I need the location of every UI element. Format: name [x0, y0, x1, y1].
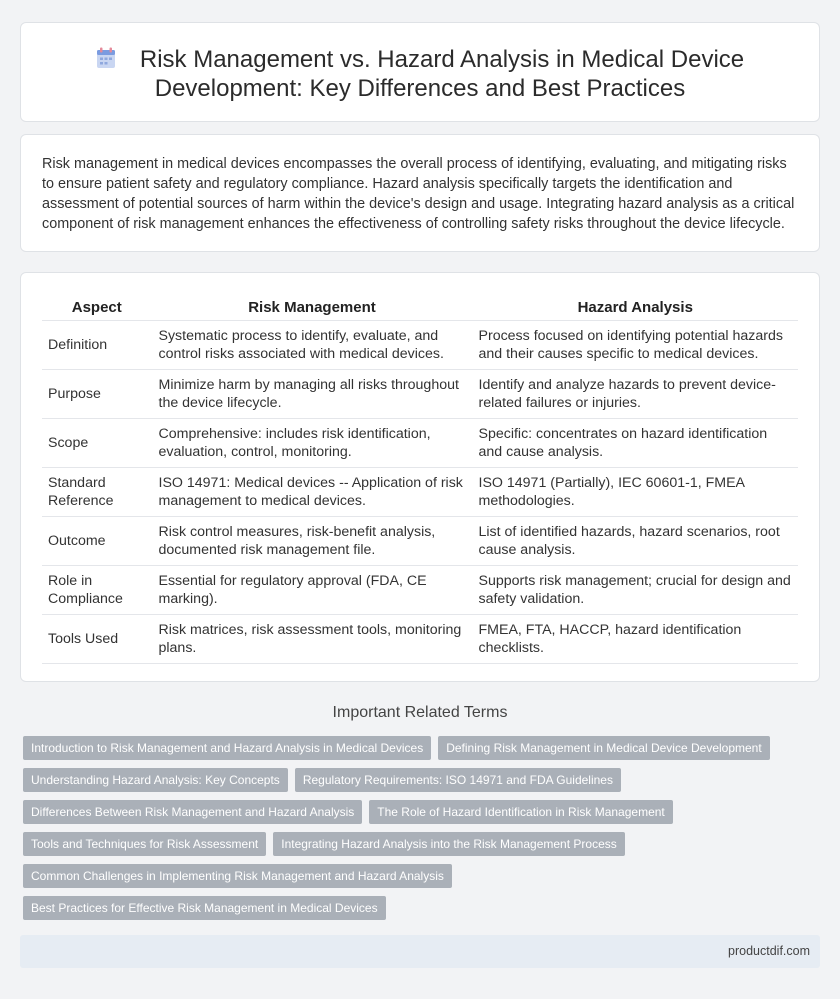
related-terms-list: [23, 736, 803, 928]
related-term-tag[interactable]: Understanding Hazard Analysis: Key Concepts: [23, 768, 288, 792]
cell-hazard-analysis: Specific: concentrates on hazard identification and cause analysis.: [472, 418, 798, 467]
cell-risk-management: Risk matrices, risk assessment tools, monitoring plans.: [152, 614, 472, 663]
page-title: [21, 45, 819, 103]
footer-bar: [20, 935, 820, 968]
table-row: [42, 516, 798, 565]
cell-risk-management: Comprehensive: includes risk identification, evaluation, control, monitoring.: [152, 418, 472, 467]
cell-hazard-analysis: List of identified hazards, hazard scenarios, root cause analysis.: [472, 516, 798, 565]
intro-paragraph: Risk management in medical devices encompasses the overall process of identifying, evaluating, and mitigating risks to ensure patient safety and regulatory compliance. Hazard analysis specifically targets the identification and assessment of potential sources of harm within the device's design and usage. Integrating hazard analysis as a critical component of risk management enhances the effectiveness of controlling safety risks throughout the device lifecycle.: [42, 156, 795, 232]
comparison-table: [42, 295, 798, 664]
comparison-card: [20, 272, 820, 682]
table-header-row: [42, 295, 798, 320]
cell-aspect: Tools Used: [42, 614, 152, 663]
cell-risk-management: Systematic process to identify, evaluate, and control risks associated with medical devices.: [152, 320, 472, 369]
title-line-1: Risk Management vs. Hazard Analysis in Medical Device: [139, 46, 745, 73]
header-risk-management: Risk Management: [152, 295, 472, 320]
related-term-tag[interactable]: Defining Risk Management in Medical Device Development: [438, 736, 769, 760]
related-term-tag[interactable]: Introduction to Risk Management and Hazard Analysis in Medical Devices: [23, 736, 431, 760]
related-term-tag[interactable]: Differences Between Risk Management and Hazard Analysis: [23, 800, 362, 824]
cell-risk-management: Essential for regulatory approval (FDA, CE marking).: [152, 565, 472, 614]
cell-risk-management: Risk control measures, risk-benefit analysis, documented risk management file.: [152, 516, 472, 565]
table-row: [42, 418, 798, 467]
table-row: [42, 369, 798, 418]
related-terms-heading: Important Related Terms: [332, 704, 508, 721]
cell-aspect: Role in Compliance: [42, 565, 152, 614]
related-term-tag[interactable]: The Role of Hazard Identification in Risk Management: [369, 800, 672, 824]
cell-aspect: Standard Reference: [42, 467, 152, 516]
cell-risk-management: ISO 14971: Medical devices -- Application of risk management to medical devices.: [152, 467, 472, 516]
footer-site-link[interactable]: productdif.com: [728, 944, 810, 958]
related-term-tag[interactable]: Tools and Techniques for Risk Assessment: [23, 832, 266, 856]
header-aspect: Aspect: [42, 295, 152, 320]
header-hazard-analysis: Hazard Analysis: [472, 295, 798, 320]
table-row: [42, 467, 798, 516]
cell-risk-management: Minimize harm by managing all risks throughout the device lifecycle.: [152, 369, 472, 418]
title-card: [20, 22, 820, 122]
table-row: [42, 320, 798, 369]
table-row: [42, 614, 798, 663]
calendar-icon: [96, 47, 116, 69]
related-term-tag[interactable]: Regulatory Requirements: ISO 14971 and FDA Guidelines: [295, 768, 621, 792]
related-term-tag[interactable]: Integrating Hazard Analysis into the Risk Management Process: [273, 832, 625, 856]
related-term-tag[interactable]: Common Challenges in Implementing Risk Management and Hazard Analysis: [23, 864, 452, 888]
cell-aspect: Purpose: [42, 369, 152, 418]
cell-hazard-analysis: ISO 14971 (Partially), IEC 60601-1, FMEA methodologies.: [472, 467, 798, 516]
cell-hazard-analysis: FMEA, FTA, HACCP, hazard identification checklists.: [472, 614, 798, 663]
cell-aspect: Definition: [42, 320, 152, 369]
cell-hazard-analysis: Process focused on identifying potential hazards and their causes specific to medical devices.: [472, 320, 798, 369]
cell-aspect: Outcome: [42, 516, 152, 565]
cell-hazard-analysis: Identify and analyze hazards to prevent device-related failures or injuries.: [472, 369, 798, 418]
related-term-tag[interactable]: Best Practices for Effective Risk Management in Medical Devices: [23, 896, 386, 920]
title-line-2: Development: Key Differences and Best Practices: [154, 75, 686, 102]
cell-aspect: Scope: [42, 418, 152, 467]
table-row: [42, 565, 798, 614]
cell-hazard-analysis: Supports risk management; crucial for design and safety validation.: [472, 565, 798, 614]
intro-card: [20, 134, 820, 252]
